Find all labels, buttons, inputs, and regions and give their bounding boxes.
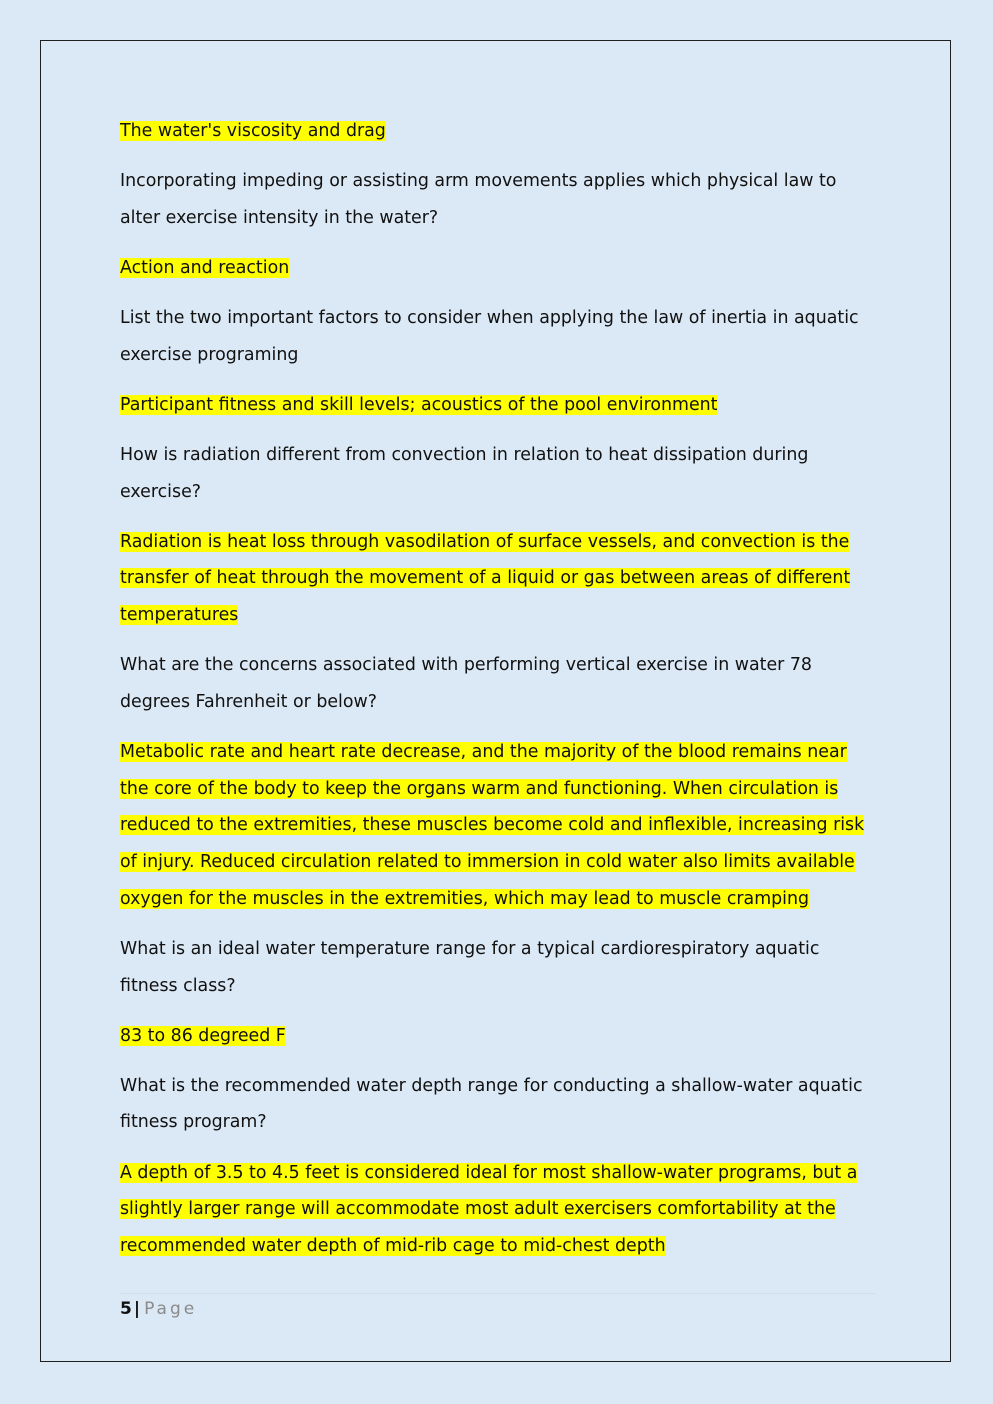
- question-paragraph: What is an ideal water temperature range for a typical cardiorespiratory aquatic fitness class?: [120, 938, 820, 996]
- page-footer: [120, 1293, 876, 1320]
- question-paragraph: What is the recommended water depth range for conducting a shallow-water aquatic fitness program?: [120, 1075, 863, 1133]
- answer-paragraph: [120, 387, 880, 424]
- answer-paragraph: [120, 734, 880, 918]
- question-paragraph: What are the concerns associated with performing vertical exercise in water 78 degrees Fahrenheit or below?: [120, 655, 812, 712]
- highlighted-answer: Metabolic rate and heart rate decrease, and the majority of the blood remains near the core of the body to keep the organs warm and functioning. When circulation is reduced to the extremities, these muscles become cold and inflexible, increasing risk of injury. Reduced circulation related to immersion in cold water also limits available oxygen for the muscles in the extremities, which may lead to muscle cramping: [120, 741, 865, 909]
- question-paragraph: How is radiation different from convection in relation to heat dissipation during exercise?: [120, 444, 809, 502]
- page-number: 5: [120, 1299, 132, 1319]
- answer-paragraph: [120, 1155, 880, 1265]
- highlighted-answer: A depth of 3.5 to 4.5 feet is considered ideal for most shallow-water programs, but a slightly larger range will accommodate most adult exercisers comfortability at the recommended water depth of mid-rib cage to mid-chest depth: [120, 1162, 858, 1256]
- answer-paragraph: [120, 250, 880, 287]
- answer-paragraph: [120, 524, 880, 634]
- question-paragraph: Incorporating impeding or assisting arm movements applies which physical law to alter exercise intensity in the water?: [120, 171, 837, 228]
- document-body: [120, 113, 880, 1278]
- highlighted-answer: Participant fitness and skill levels; acoustics of the pool environment: [120, 394, 718, 415]
- footer-separator: |: [133, 1299, 141, 1319]
- answer-paragraph: [120, 1018, 880, 1055]
- highlighted-answer: The water's viscosity and drag: [120, 121, 386, 141]
- highlighted-answer: Action and reaction: [120, 257, 290, 278]
- highlighted-answer: Radiation is heat loss through vasodilation of surface vessels, and convection is the transfer of heat through the movement of a liquid or gas between areas of different temperatures: [120, 531, 851, 626]
- answer-paragraph: [120, 113, 880, 150]
- page-label: Page: [144, 1299, 198, 1319]
- question-paragraph: List the two important factors to consider when applying the law of inertia in aquatic exercise programing: [120, 307, 859, 365]
- highlighted-answer: 83 to 86 degreed F: [120, 1025, 286, 1046]
